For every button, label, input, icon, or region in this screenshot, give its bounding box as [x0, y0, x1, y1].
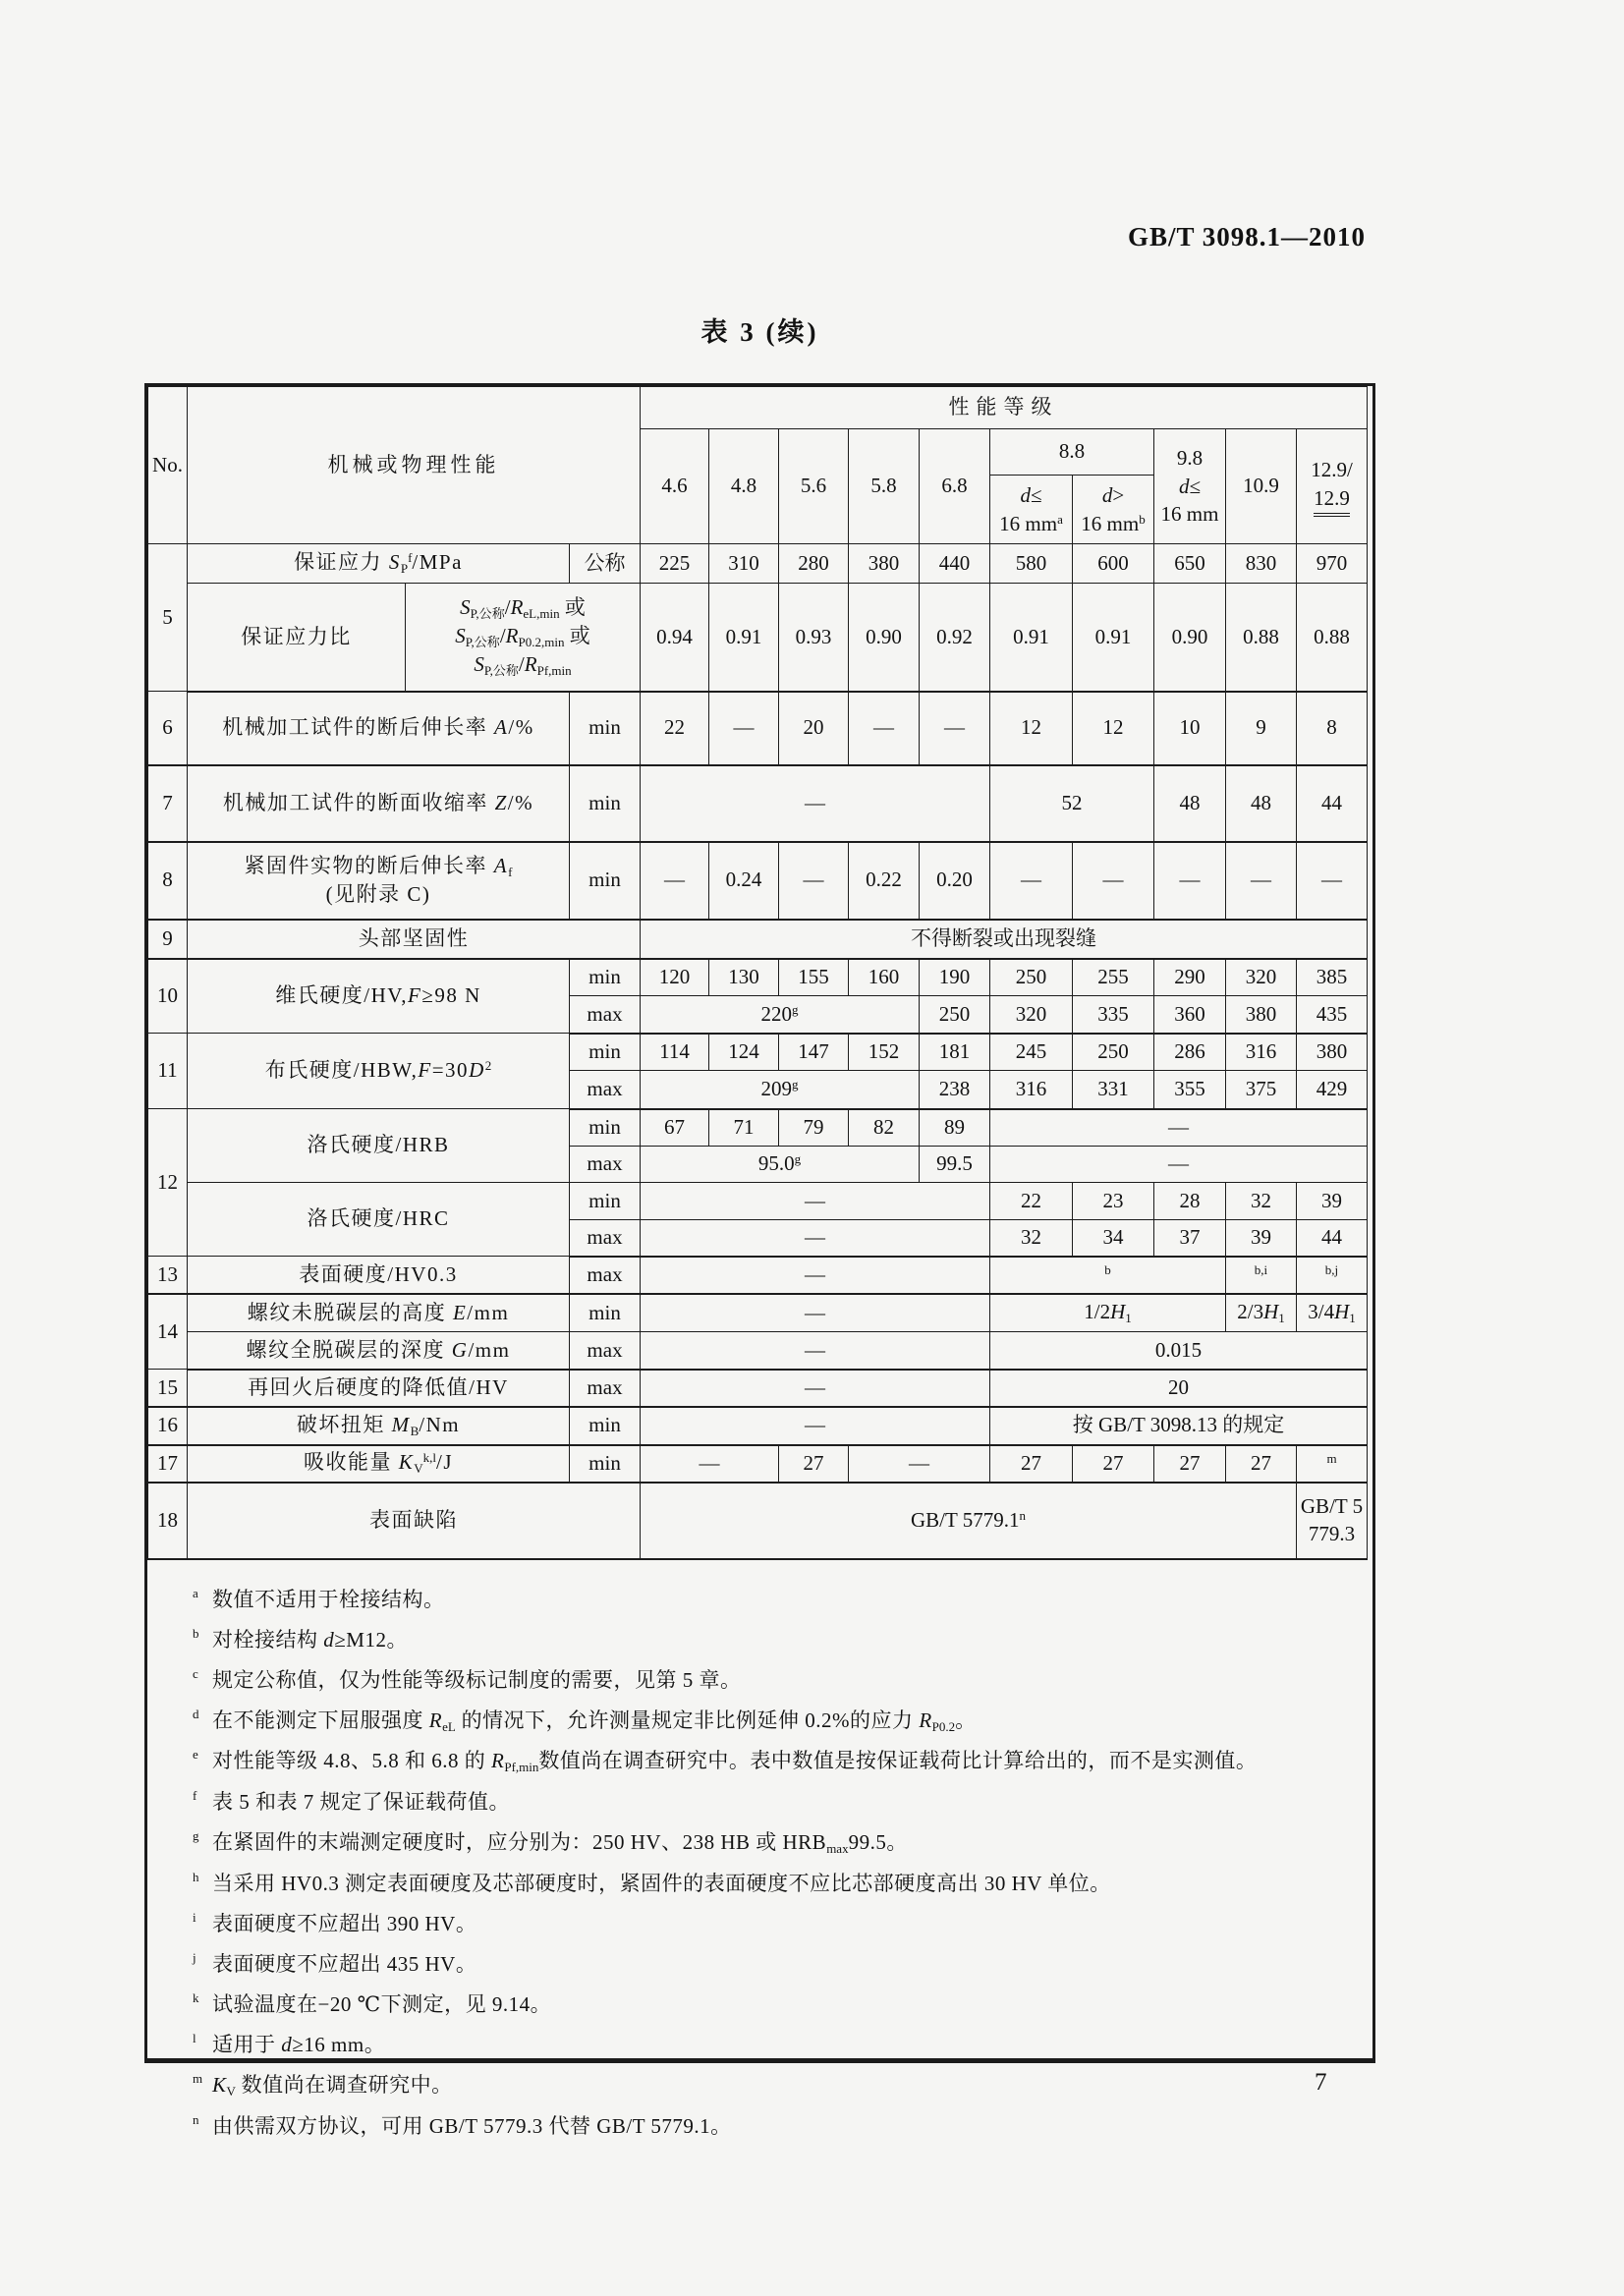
value-cell: — — [641, 842, 709, 920]
row-number: 12 — [148, 1109, 188, 1257]
value-cell: 220$^g$ — [641, 996, 920, 1034]
value-cell: 37 — [1154, 1220, 1226, 1257]
value-cell: — — [641, 1407, 990, 1445]
table-row — [148, 1183, 1368, 1220]
value-cell: 650 — [1154, 544, 1226, 584]
value-cell: 130 — [709, 959, 779, 996]
value-cell: — — [1073, 842, 1154, 920]
property-label: 保证应力比 — [188, 584, 406, 692]
table-row — [148, 1445, 1368, 1483]
value-cell: — — [641, 1445, 779, 1483]
table-row — [148, 920, 1368, 959]
value-cell: 160 — [849, 959, 920, 996]
value-cell: 44 — [1297, 1220, 1368, 1257]
value-cell: 20 — [779, 692, 849, 765]
limit-type: max — [570, 1147, 641, 1183]
footnote-ref-cell: m — [1297, 1445, 1368, 1483]
value-cell: — — [1154, 842, 1226, 920]
value-cell: 1/2H1 — [990, 1294, 1226, 1332]
footnote-ref-cell: b — [990, 1257, 1226, 1294]
value-cell: 440 — [920, 544, 990, 584]
value-cell: 380 — [1226, 996, 1297, 1034]
table-row — [148, 1483, 1368, 1559]
value-cell: 225 — [641, 544, 709, 584]
value-cell: 316 — [990, 1071, 1073, 1109]
value-cell: 0.92 — [920, 584, 990, 692]
value-cell: 0.91 — [990, 584, 1073, 692]
footnote: $^e$ 对性能等级 4.8、5.8 和 6.8 的 RPf,min数值尚在调查研究中。表中数值是按保证载荷比计算给出的，而不是实测值。 — [193, 1747, 1258, 1775]
value-cell: 245 — [990, 1034, 1073, 1071]
value-cell: 不得断裂或出现裂缝 — [641, 920, 1368, 959]
row-number: 14 — [148, 1294, 188, 1370]
col-header-grade-5.6: 5.6 — [779, 429, 849, 544]
value-cell: — — [990, 842, 1073, 920]
value-cell: 360 — [1154, 996, 1226, 1034]
value-cell: — — [849, 1445, 990, 1483]
value-cell: 27 — [1226, 1445, 1297, 1483]
value-cell: 8 — [1297, 692, 1368, 765]
value-cell: 22 — [990, 1183, 1073, 1220]
value-cell: 830 — [1226, 544, 1297, 584]
limit-type: min — [570, 692, 641, 765]
row-number: 6 — [148, 692, 188, 765]
value-cell: 375 — [1226, 1071, 1297, 1109]
col-header-grade-6.8: 6.8 — [920, 429, 990, 544]
value-cell: 27 — [1154, 1445, 1226, 1483]
value-cell: 355 — [1154, 1071, 1226, 1109]
limit-type: max — [570, 1220, 641, 1257]
property-label: 机械加工试件的断面收缩率 Z/% — [188, 765, 570, 842]
value-cell: 27 — [1073, 1445, 1154, 1483]
limit-type: min — [570, 842, 641, 920]
property-label: 螺纹全脱碳层的深度 G/mm — [188, 1332, 570, 1370]
limit-type: min — [570, 765, 641, 842]
table-row — [148, 1257, 1368, 1294]
value-cell: 0.94 — [641, 584, 709, 692]
col-header-grade-4.8: 4.8 — [709, 429, 779, 544]
table-row — [148, 692, 1368, 765]
footnote: $^i$ 表面硬度不应超出 390 HV。 — [193, 1910, 477, 1936]
value-cell: 181 — [920, 1034, 990, 1071]
value-cell: 320 — [1226, 959, 1297, 996]
col-header-grade-4.6: 4.6 — [641, 429, 709, 544]
col-header-grade-9.8: 9.8 d≤ 16 mm — [1154, 429, 1226, 544]
property-label: 头部坚固性 — [188, 920, 641, 959]
property-label: 破坏扭矩 MB/Nm — [188, 1407, 570, 1445]
footnote: $^h$ 当采用 HV0.3 测定表面硬度及芯部硬度时，紧固件的表面硬度不应比芯部硬度高出 30 HV 单位。 — [193, 1870, 1111, 1896]
value-cell: 52 — [990, 765, 1154, 842]
value-cell: 290 — [1154, 959, 1226, 996]
property-label: 紧固件实物的断后伸长率 Af (见附录 C) — [188, 842, 570, 920]
property-label: 吸收能量 KV$^{k,l}$/J — [188, 1445, 570, 1483]
limit-type: min — [570, 1294, 641, 1332]
value-cell: 316 — [1226, 1034, 1297, 1071]
value-cell: 250 — [1073, 1034, 1154, 1071]
value-cell: 209$^g$ — [641, 1071, 920, 1109]
value-cell: 20 — [990, 1370, 1368, 1407]
value-cell: — — [779, 842, 849, 920]
col-header-grade-12.9: 12.9/ 12.9 — [1297, 429, 1368, 544]
value-cell: 0.90 — [849, 584, 920, 692]
value-cell: 250 — [990, 959, 1073, 996]
table-row — [148, 1034, 1368, 1071]
value-cell: 0.88 — [1297, 584, 1368, 692]
property-label: 螺纹未脱碳层的高度 E/mm — [188, 1294, 570, 1332]
table-row — [148, 1370, 1368, 1407]
value-cell: 255 — [1073, 959, 1154, 996]
value-cell: 12 — [990, 692, 1073, 765]
col-header-grade-10.9: 10.9 — [1226, 429, 1297, 544]
value-cell: — — [1297, 842, 1368, 920]
value-cell: 0.93 — [779, 584, 849, 692]
col-header-8.8-gt16: d> 16 $mm^b$ — [1073, 476, 1154, 544]
value-cell: — — [641, 765, 990, 842]
value-cell: 114 — [641, 1034, 709, 1071]
property-label: 表面缺陷 — [188, 1483, 641, 1559]
table-row — [148, 765, 1368, 842]
limit-type: max — [570, 1332, 641, 1370]
property-label: 洛氏硬度/HRB — [188, 1109, 570, 1183]
value-cell: 238 — [920, 1071, 990, 1109]
value-cell: — — [990, 1109, 1368, 1147]
value-cell: 按 GB/T 3098.13 的规定 — [990, 1407, 1368, 1445]
value-cell: — — [641, 1294, 990, 1332]
value-cell: 27 — [990, 1445, 1073, 1483]
value-cell: — — [1226, 842, 1297, 920]
row-number: 8 — [148, 842, 188, 920]
table-row — [148, 1407, 1368, 1445]
value-cell: 82 — [849, 1109, 920, 1147]
value-cell: 0.91 — [709, 584, 779, 692]
row-number: 15 — [148, 1370, 188, 1407]
value-cell: GB/T 5779.1$^n$ — [641, 1483, 1297, 1559]
value-cell: 9 — [1226, 692, 1297, 765]
value-cell: 124 — [709, 1034, 779, 1071]
row-number: 5 — [148, 544, 188, 692]
value-cell: 2/3H1 — [1226, 1294, 1297, 1332]
value-cell: 147 — [779, 1034, 849, 1071]
value-cell: 0.22 — [849, 842, 920, 920]
limit-type: max — [570, 1071, 641, 1109]
table-row — [148, 1294, 1368, 1332]
footnote: $^d$ 在不能测定下屈服强度 ReL 的情况下，允许测量规定非比例延伸 0.2%的应力 RP0.2。 — [193, 1706, 977, 1734]
col-header-property: 机械或物理性能 — [188, 387, 641, 544]
value-cell: 48 — [1154, 765, 1226, 842]
footnote: $^b$ 对栓接结构 d≥M12。 — [193, 1625, 408, 1652]
col-header-grade-5.8: 5.8 — [849, 429, 920, 544]
limit-type: min — [570, 1445, 641, 1483]
value-cell: 0.20 — [920, 842, 990, 920]
property-label: 表面硬度/HV0.3 — [188, 1257, 570, 1294]
value-cell: 0.015 — [990, 1332, 1368, 1370]
limit-type: min — [570, 959, 641, 996]
row-number: 7 — [148, 765, 188, 842]
value-cell: 28 — [1154, 1183, 1226, 1220]
value-cell: 286 — [1154, 1034, 1226, 1071]
value-cell: 0.24 — [709, 842, 779, 920]
value-cell: 331 — [1073, 1071, 1154, 1109]
value-cell: — — [641, 1183, 990, 1220]
value-cell: — — [641, 1332, 990, 1370]
value-cell: 39 — [1226, 1220, 1297, 1257]
limit-type: max — [570, 1257, 641, 1294]
value-cell: GB/T 5779.3 — [1297, 1483, 1368, 1559]
value-cell: 27 — [779, 1445, 849, 1483]
row-number: 17 — [148, 1445, 188, 1483]
property-label: 布氏硬度$/HBW,F=30D^2$ — [188, 1034, 570, 1109]
property-label: 洛氏硬度/HRC — [188, 1183, 570, 1257]
value-cell: 3/4H1 — [1297, 1294, 1368, 1332]
footnotes-section — [147, 1560, 1372, 2141]
row-number: 11 — [148, 1034, 188, 1109]
value-cell: 0.91 — [1073, 584, 1154, 692]
value-cell: 120 — [641, 959, 709, 996]
value-cell: 435 — [1297, 996, 1368, 1034]
value-cell: 71 — [709, 1109, 779, 1147]
footnote: $^f$ 表 5 和表 7 规定了保证载荷值。 — [193, 1788, 510, 1815]
property-label: 维氏硬度/HV,F≥98 N — [188, 959, 570, 1034]
value-cell: 580 — [990, 544, 1073, 584]
value-cell: 0.90 — [1154, 584, 1226, 692]
value-cell: 39 — [1297, 1183, 1368, 1220]
table-row — [148, 959, 1368, 996]
value-cell: 23 — [1073, 1183, 1154, 1220]
col-header-grade-band: 性能等级 — [641, 387, 1368, 429]
row-number: 16 — [148, 1407, 188, 1445]
value-cell: — — [709, 692, 779, 765]
value-cell: 310 — [709, 544, 779, 584]
value-cell: 152 — [849, 1034, 920, 1071]
value-cell: 320 — [990, 996, 1073, 1034]
value-cell: 95.0$^g$ — [641, 1147, 920, 1183]
footnote: $^l$ 适用于 d≥16 mm。 — [193, 2031, 386, 2057]
value-cell: 190 — [920, 959, 990, 996]
footnote: $^n$ 由供需双方协议，可用 GB/T 5779.3 代替 GB/T 5779.1。 — [193, 2112, 732, 2139]
property-label: 保证应力 $SP^f$/MPa — [188, 544, 570, 584]
value-cell: 335 — [1073, 996, 1154, 1034]
footnote: $^a$ 数值不适用于栓接结构。 — [193, 1585, 445, 1611]
col-header-no: No. — [148, 387, 188, 544]
limit-type: min — [570, 1109, 641, 1147]
page-number: 7 — [1315, 2069, 1327, 2096]
col-header-grade-8.8: 8.8 — [990, 429, 1154, 476]
row-number: 9 — [148, 920, 188, 959]
value-cell: 10 — [1154, 692, 1226, 765]
value-cell: — — [849, 692, 920, 765]
value-cell: — — [920, 692, 990, 765]
table-title: 表 3 (续) — [700, 317, 819, 347]
value-cell: 250 — [920, 996, 990, 1034]
header-row-band — [148, 387, 1368, 429]
limit-type: min — [570, 1183, 641, 1220]
limit-type: min — [570, 1407, 641, 1445]
table-row — [148, 842, 1368, 920]
value-cell: 32 — [990, 1220, 1073, 1257]
value-cell: — — [641, 1370, 990, 1407]
limit-type: max — [570, 1370, 641, 1407]
value-cell: 280 — [779, 544, 849, 584]
property-label: 机械加工试件的断后伸长率 A/% — [188, 692, 570, 765]
value-cell: 12 — [1073, 692, 1154, 765]
footnote: $^k$ 试验温度在−20 ℃下测定，见 9.14。 — [193, 1990, 552, 2017]
value-cell: 385 — [1297, 959, 1368, 996]
value-cell: 67 — [641, 1109, 709, 1147]
value-cell: 34 — [1073, 1220, 1154, 1257]
table-row — [148, 1109, 1368, 1147]
value-cell: 44 — [1297, 765, 1368, 842]
value-cell: 48 — [1226, 765, 1297, 842]
table-outer-box — [144, 383, 1375, 2139]
value-cell: 380 — [1297, 1034, 1368, 1071]
stress-ratio-formulas: SP,公称/ReL,min 或 SP,公称/RP0.2,min 或 SP,公称/RPf,min — [406, 584, 641, 692]
table-row — [148, 584, 1368, 692]
limit-type: min — [570, 1034, 641, 1071]
value-cell: 99.5 — [920, 1147, 990, 1183]
col-header-8.8-le16: d≤ 16 $mm^a$ — [990, 476, 1073, 544]
value-cell: — — [641, 1220, 990, 1257]
footnote-ref-cell: b,j — [1297, 1257, 1368, 1294]
value-cell: 155 — [779, 959, 849, 996]
properties-table — [147, 386, 1368, 1560]
value-cell: — — [641, 1257, 990, 1294]
limit-type: 公称 — [570, 544, 641, 584]
value-cell: — — [990, 1147, 1368, 1183]
value-cell: 79 — [779, 1109, 849, 1147]
value-cell: 970 — [1297, 544, 1368, 584]
standard-number-header: GB/T 3098.1—2010 — [1127, 222, 1366, 252]
row-number: 13 — [148, 1257, 188, 1294]
footnote: $^j$ 表面硬度不应超出 435 HV。 — [193, 1950, 477, 1977]
value-cell: 600 — [1073, 544, 1154, 584]
value-cell: 32 — [1226, 1183, 1297, 1220]
value-cell: 89 — [920, 1109, 990, 1147]
table-row — [148, 544, 1368, 584]
value-cell: 22 — [641, 692, 709, 765]
table-row — [148, 1332, 1368, 1370]
property-label: 再回火后硬度的降低值/HV — [188, 1370, 570, 1407]
row-number: 18 — [148, 1483, 188, 1559]
row-number: 10 — [148, 959, 188, 1034]
limit-type: max — [570, 996, 641, 1034]
value-cell: 429 — [1297, 1071, 1368, 1109]
footnote: $^g$ 在紧固件的末端测定硬度时，应分别为：250 HV、238 HB 或 HRBmax99.5。 — [193, 1828, 908, 1857]
footnote: $^c$ 规定公称值，仅为性能等级标记制度的需要，见第 5 章。 — [193, 1665, 742, 1692]
footnote-ref-cell: b,i — [1226, 1257, 1297, 1294]
value-cell: 380 — [849, 544, 920, 584]
footnote: $^m$ KV 数值尚在调查研究中。 — [193, 2071, 453, 2100]
value-cell: 0.88 — [1226, 584, 1297, 692]
